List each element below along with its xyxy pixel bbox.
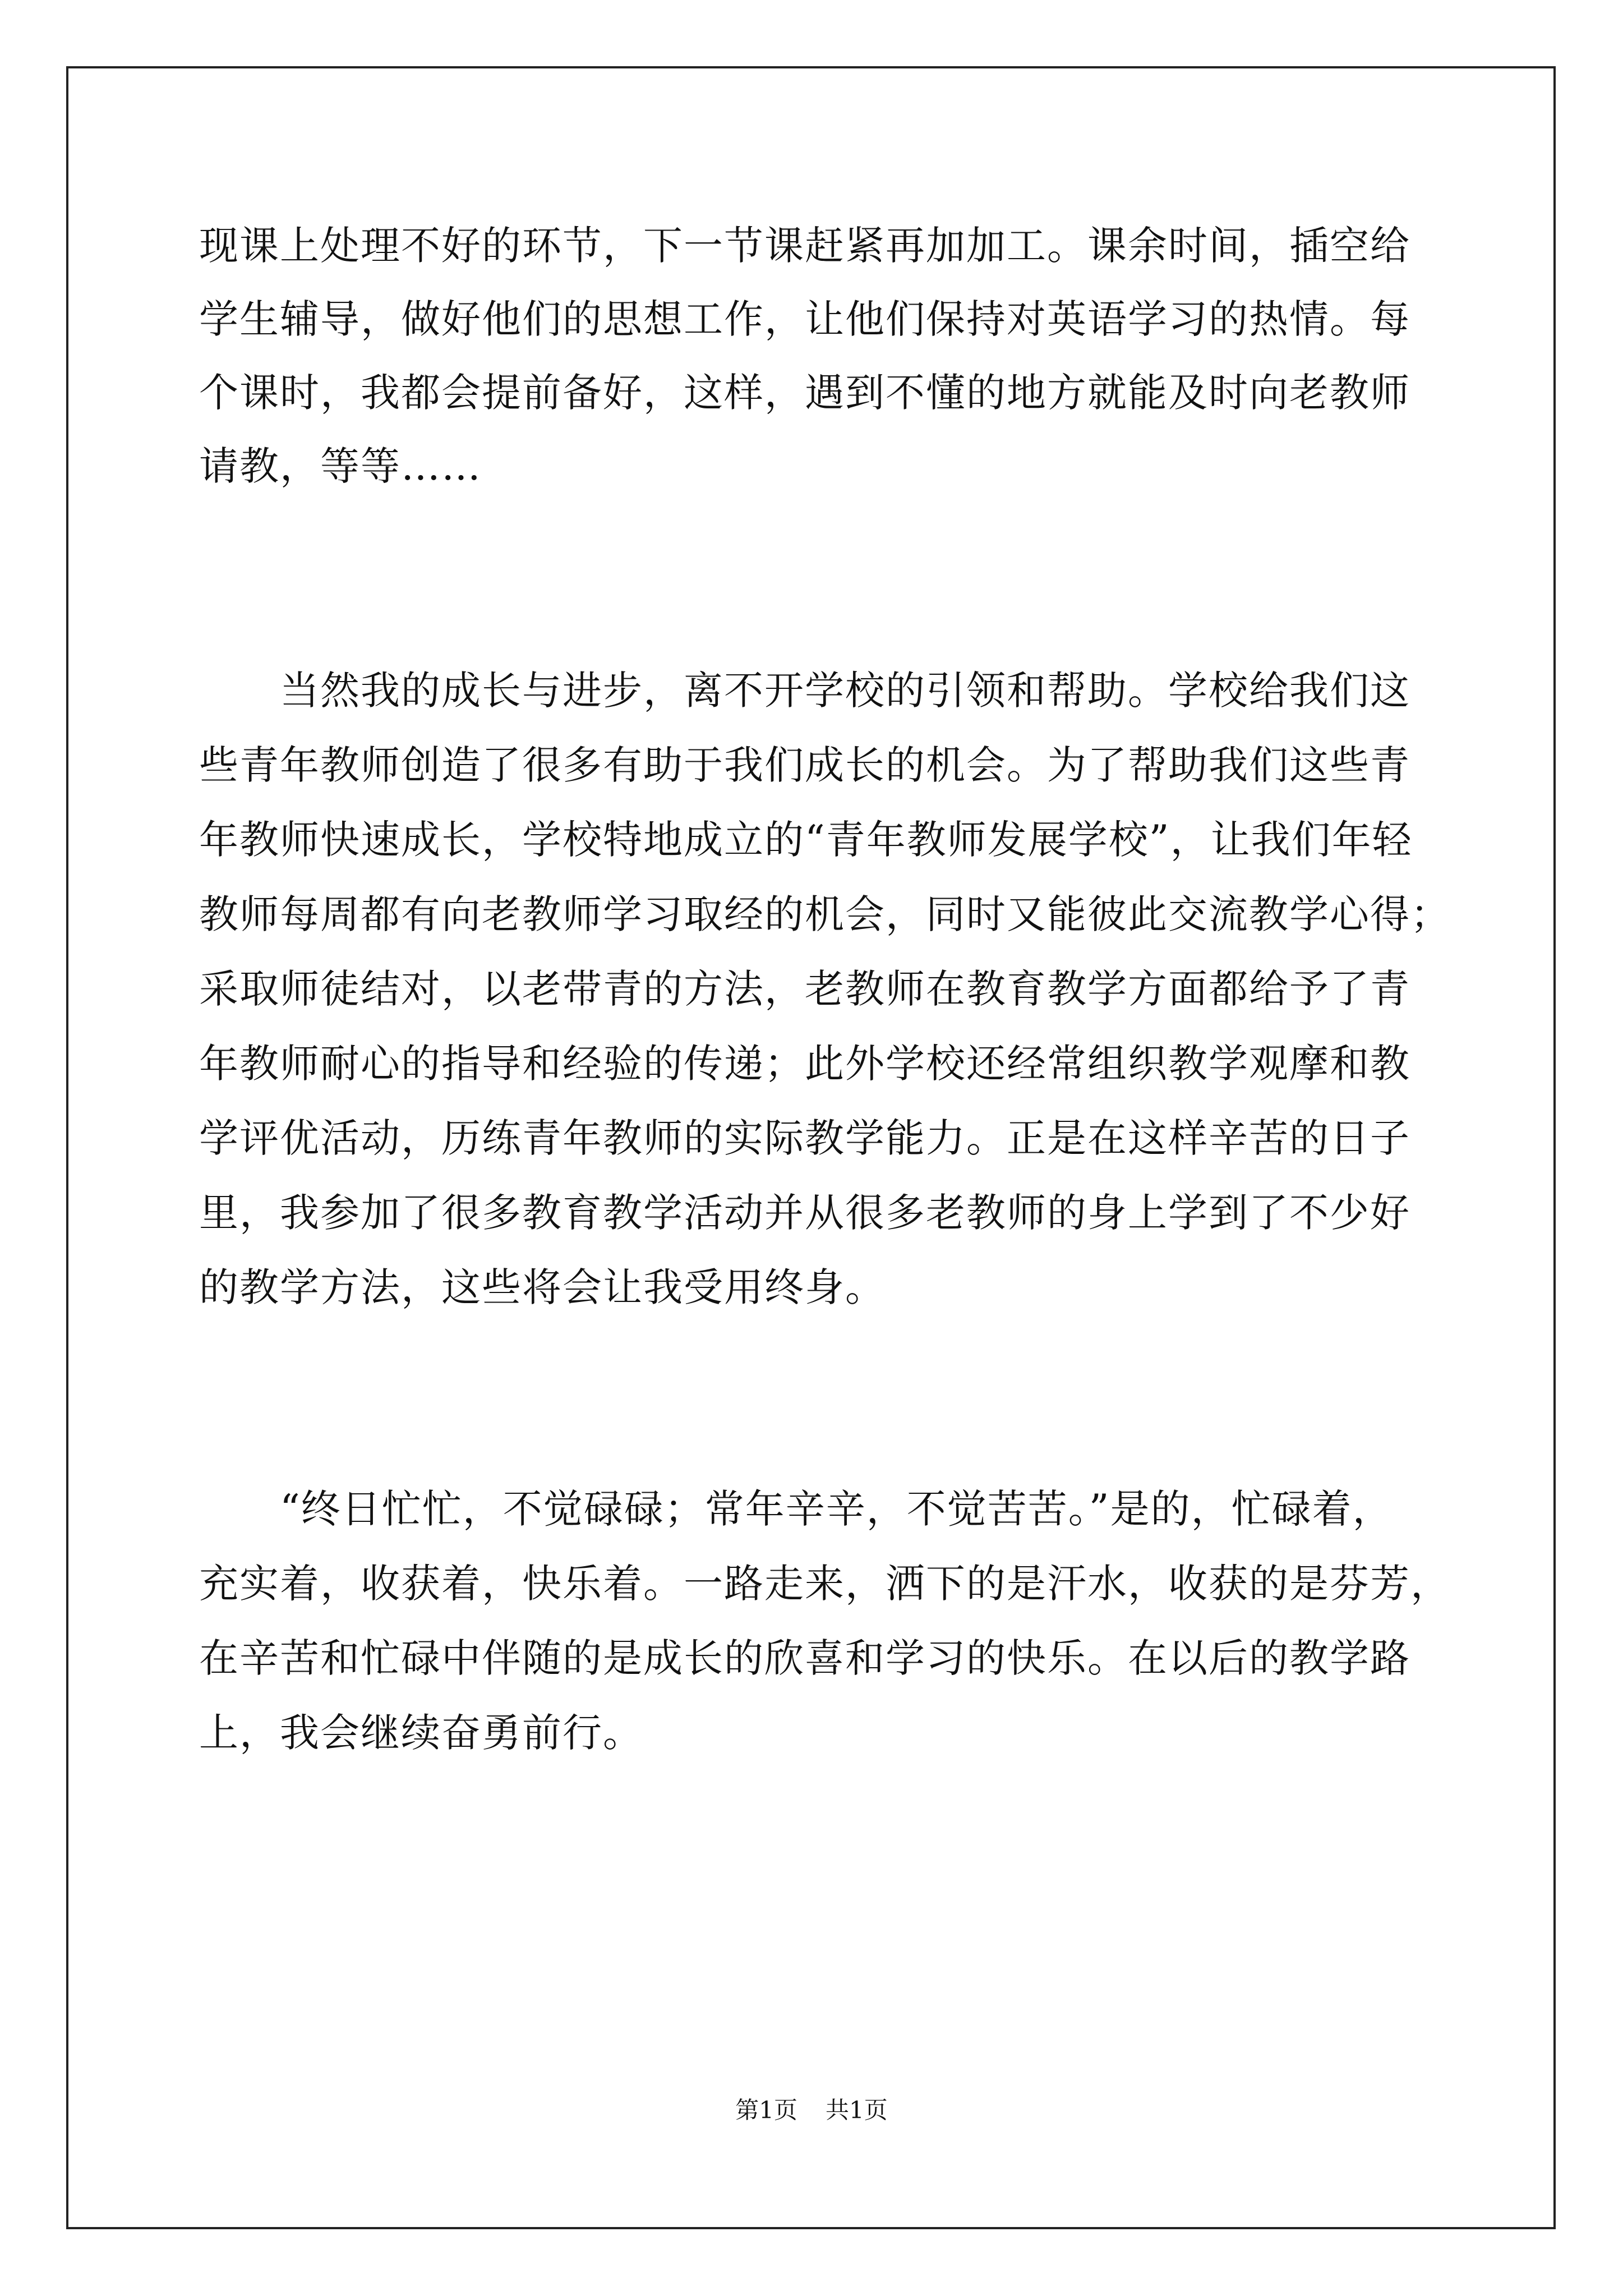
page-number-current: 第1页 <box>735 2096 797 2124</box>
text-line: 年教师耐心的指导和经验的传递；此外学校还经常组织教学观摩和教 <box>199 1041 1410 1087</box>
text-line: 些青年教师创造了很多有助于我们成长的机会。为了帮助我们这些青 <box>199 742 1410 788</box>
text-line: 的教学方法，这些将会让我受用终身。 <box>199 1264 886 1310</box>
text-line: 学评优活动，历练青年教师的实际教学能力。正是在这样辛苦的日子 <box>199 1115 1410 1161</box>
text-line: 教师每周都有向老教师学习取经的机会，同时又能彼此交流教学心得； <box>199 891 1451 937</box>
text-line: 当然我的成长与进步，离不开学校的引领和帮助。学校给我们这 <box>199 668 1410 714</box>
text-line: 充实着，收获着，快乐着。一路走来，洒下的是汗水，收获的是芬芳， <box>199 1561 1451 1607</box>
page-footer <box>0 2093 1623 2127</box>
text-line: 请教，等等…… <box>199 443 482 489</box>
text-line: 采取师徒结对，以老带青的方法，老教师在教育教学方面都给予了青 <box>199 966 1410 1012</box>
text-line: “终日忙忙，不觉碌碌；常年辛辛，不觉苦苦。”是的，忙碌着， <box>199 1486 1393 1532</box>
text-line: 现课上处理不好的环节，下一节课赶紧再加加工。课余时间，插空给 <box>199 223 1410 269</box>
text-line: 上，我会继续奋勇前行。 <box>199 1710 643 1756</box>
text-line: 学生辅导，做好他们的思想工作，让他们保持对英语学习的热情。每 <box>199 296 1410 342</box>
page-number-total: 共1页 <box>826 2096 888 2124</box>
text-line: 里，我参加了很多教育教学活动并从很多老教师的身上学到了不少好 <box>199 1190 1410 1236</box>
text-line: 个课时，我都会提前备好，这样，遇到不懂的地方就能及时向老教师 <box>199 370 1410 416</box>
text-line: 年教师快速成长，学校特地成立的“青年教师发展学校”，让我们年轻 <box>199 817 1413 863</box>
text-line: 在辛苦和忙碌中伴随的是成长的欣喜和学习的快乐。在以后的教学路 <box>199 1635 1410 1681</box>
